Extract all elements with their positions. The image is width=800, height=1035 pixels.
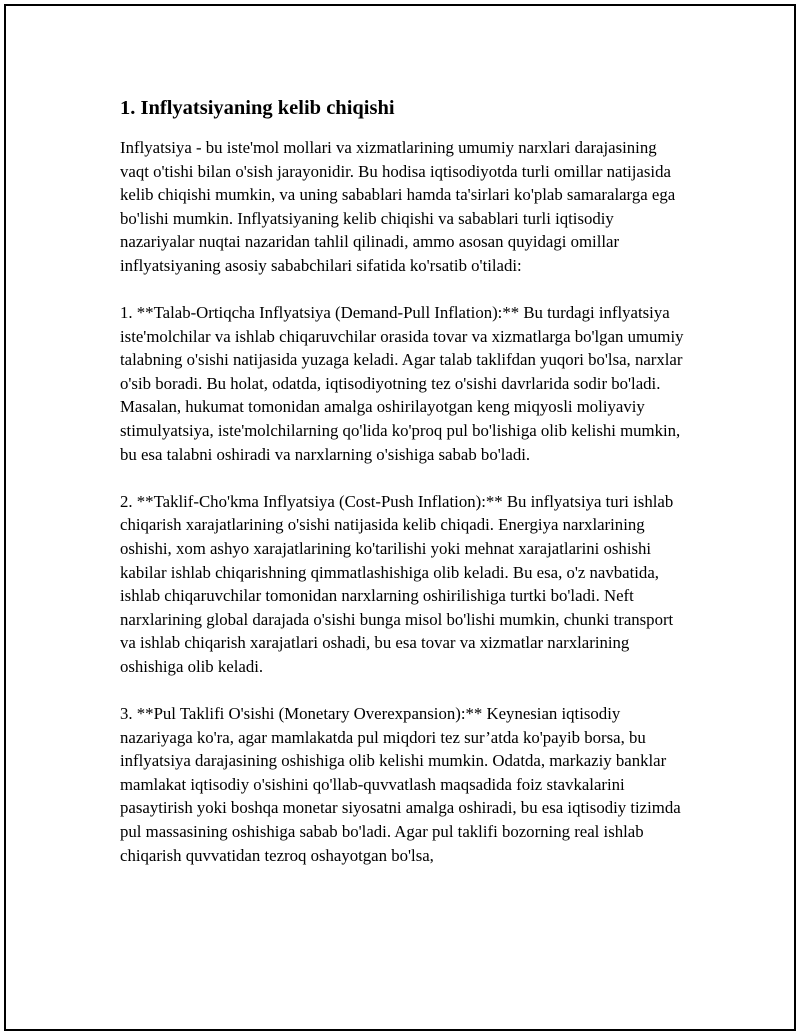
paragraph-intro: Inflyatsiya - bu iste'mol mollari va xizmatlarining umumiy narxlari darajasining vaqt o'tishi bilan o'sish jarayonidir. Bu hodisa iqtisodiyotda turli omillar natijasida kelib chiqishi mumkin, va uning sabablari hamda ta'sirlari ko'plab samaralarga ega bo'lishi mumkin. Inflyatsiyaning kelib chiqishi va sabablari turli iqtisodiy nazariyalar nuqtai nazaridan tahlil qilinadi, ammo asosan quyidagi omillar inflyatsiyaning asosiy sababchilari sifatida ko'rsatib o'tiladi: (120, 138, 676, 275)
page-frame (4, 4, 796, 1031)
page-content (6, 6, 794, 1029)
paragraph-demand-pull: 1. **Talab-Ortiqcha Inflyatsiya (Demand-Pull Inflation):** Bu turdagi inflyatsiya iste'molchilar va ishlab chiqaruvchilar orasida tovar va xizmatlarga bo'lgan umumiy talabning o'sishi natijasida yuzaga keladi. Agar talab taklifdan yuqori bo'lsa, narxlar o'sib boradi. Bu holat, odatda, iqtisodiyotning tez o'sishi davrlarida sodir bo'ladi. Masalan, hukumat tomonidan amalga oshirilayotgan keng miqyosli moliyaviy stimulyatsiya, iste'molchilarning qo'lida ko'proq pul bo'lishiga olib kelishi mumkin, bu esa talabni oshiradi va narxlarning o'sishiga sabab bo'ladi. (120, 303, 684, 464)
section-heading: 1. Inflyatsiyaning kelib chiqishi (120, 97, 395, 119)
paragraph-cost-push: 2. **Taklif-Cho'kma Inflyatsiya (Cost-Push Inflation):** Bu inflyatsiya turi ishlab chiqarish xarajatlarining o'sishi natijasida kelib chiqadi. Energiya narxlarining oshishi, xom ashyo xarajatlarining ko'tarilishi yoki mehnat xarajatlarini oshishi kabilar ishlab chiqarishning qimmatlashishiga olib keladi. Bu esa, o'z navbatida, ishlab chiqaruvchilar tomonidan narxlarning oshirilishiga turtki bo'ladi. Neft narxlarining global darajada o'sishi bunga misol bo'lishi mumkin, chunki transport va ishlab chiqarish xarajatlari oshadi, bu esa tovar va xizmatlar narxlarining oshishiga olib keladi. (120, 491, 674, 676)
paragraph-monetary: 3. **Pul Taklifi O'sishi (Monetary Overexpansion):** Keynesian iqtisodiy nazariyaga ko'ra, agar mamlakatda pul miqdori tez sur’atda ko'payib borsa, bu inflyatsiya darajasining oshishiga olib kelishi mumkin. Odatda, markaziy banklar mamlakat iqtisodiy o'sishini qo'llab-quvvatlash maqsadida foiz stavkalarini pasaytirish yoki boshqa monetar siyosatni amalga oshiradi, bu esa iqtisodiy tizimda pul massasining oshishiga sabab bo'ladi. Agar pul taklifi bozorning real ishlab chiqarish quvvatidan tezroq oshayotgan bo'lsa, (120, 703, 681, 865)
